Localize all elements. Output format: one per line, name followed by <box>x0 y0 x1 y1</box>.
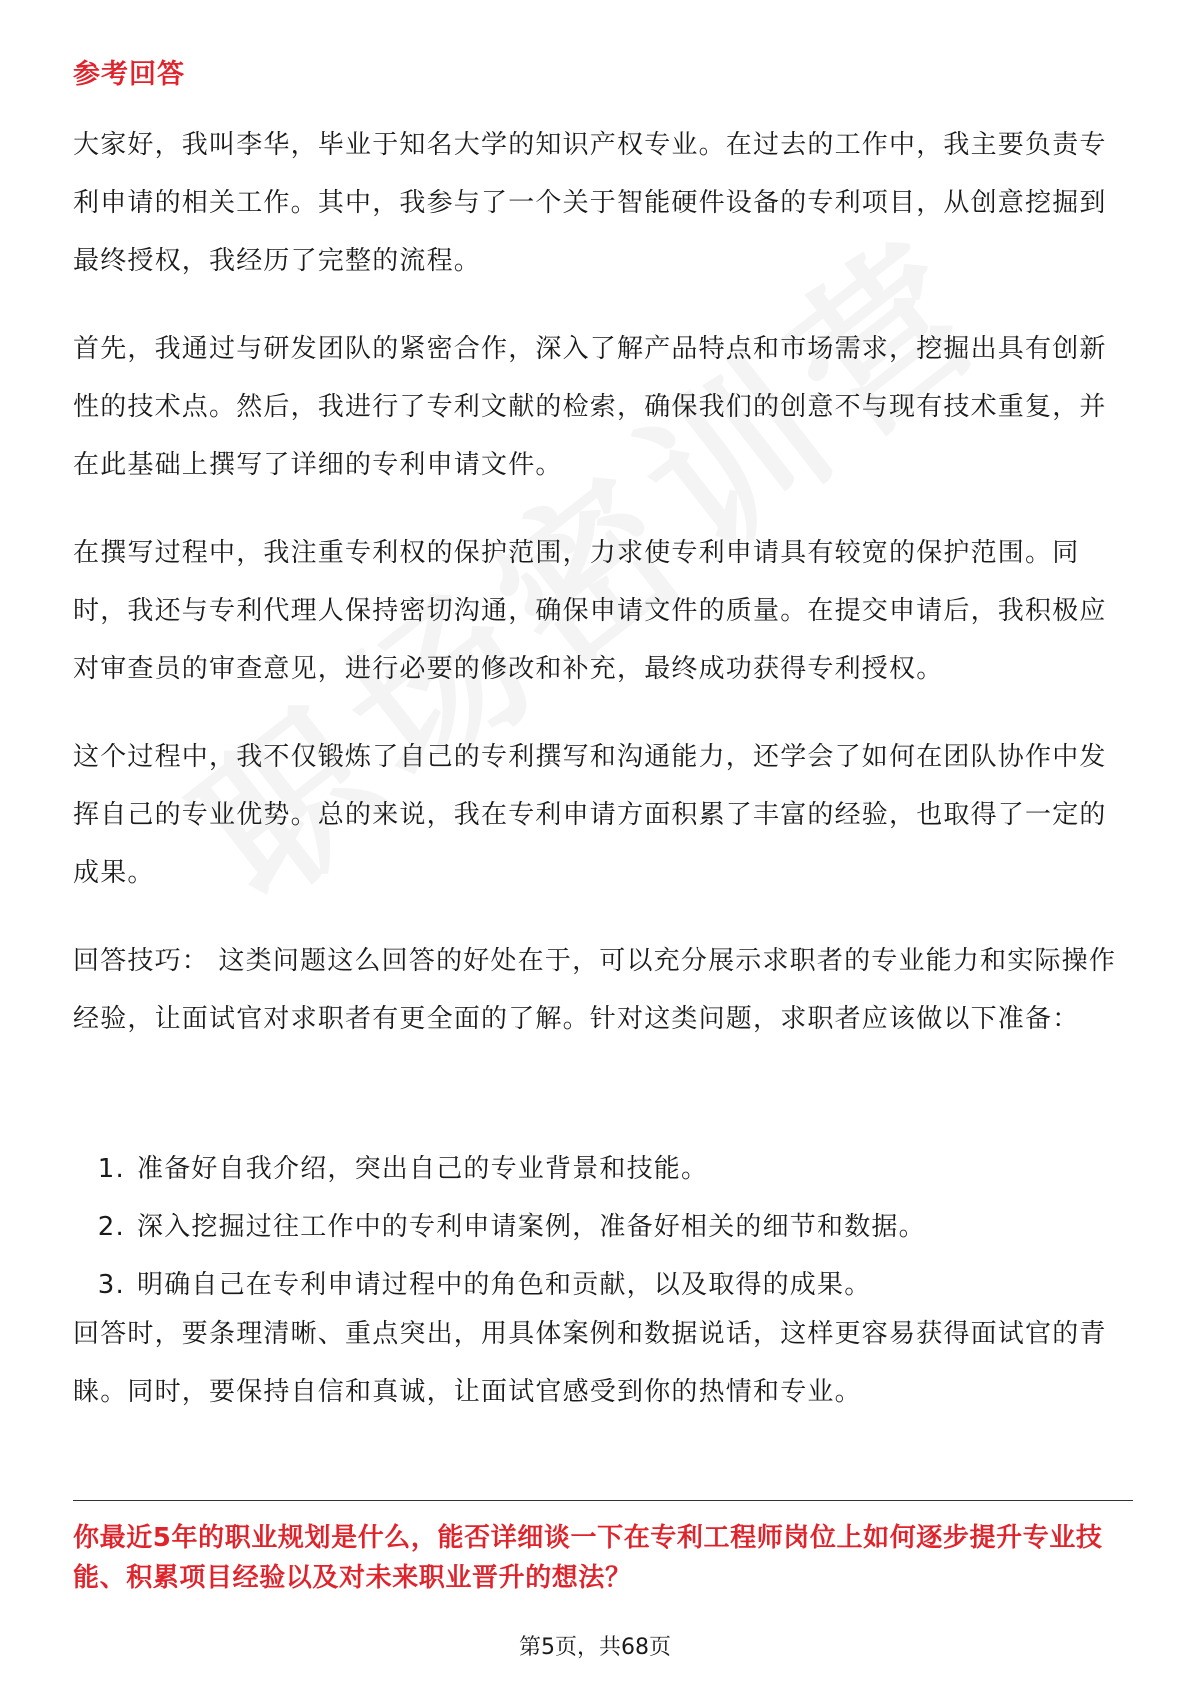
tips-closing: 回答时，要条理清晰、重点突出，用具体案例和数据说话，这样更容易获得面试官的青睐。同时，要保持自信和真诚，让面试官感受到你的热情和专业。 <box>73 1319 1107 1407</box>
list-item <box>73 1140 1133 1198</box>
list-item-number: 3. <box>97 1270 125 1300</box>
tips-intro: 回答技巧： 这类问题这么回答的好处在于，可以充分展示求职者的专业能力和实际操作经验，让面试官对求职者有更全面的了解。针对这类问题，求职者应该做以下准备： <box>73 946 1117 1034</box>
list-item-number: 1. <box>97 1154 125 1184</box>
next-question-heading: 你最近5年的职业规划是什么，能否详细谈一下在专利工程师岗位上如何逐步提升专业技能、积累项目经验以及对未来职业晋升的想法？ <box>73 1523 1103 1593</box>
list-item-number: 2. <box>97 1212 125 1242</box>
answer-paragraph-3: 在撰写过程中，我注重专利权的保护范围，力求使专利申请具有较宽的保护范围。同时，我还与专利代理人保持密切沟通，确保申请文件的质量。在提交申请后，我积极应对审查员的审查意见，进行必要的修改和补充，最终成功获得专利授权。 <box>73 538 1107 684</box>
answer-paragraph-2: 首先，我通过与研发团队的紧密合作，深入了解产品特点和市场需求，挖掘出具有创新性的技术点。然后，我进行了专利文献的检索，确保我们的创意不与现有技术重复，并在此基础上撰写了详细的专利申请文件。 <box>73 334 1107 480</box>
answer-paragraph-1: 大家好，我叫李华，毕业于知名大学的知识产权专业。在过去的工作中，我主要负责专利申请的相关工作。其中，我参与了一个关于智能硬件设备的专利项目，从创意挖掘到最终授权，我经历了完整的流程。 <box>73 130 1107 276</box>
section-divider <box>73 1500 1133 1501</box>
tips-list <box>73 1140 1133 1314</box>
list-item-text: 明确自己在专利申请过程中的角色和贡献，以及取得的成果。 <box>137 1270 872 1300</box>
list-item <box>73 1198 1133 1256</box>
page-number: 第5页，共68页 <box>519 1635 671 1660</box>
list-item-text: 深入挖掘过往工作中的专利申请案例，准备好相关的细节和数据。 <box>137 1212 926 1242</box>
answer-heading: 参考回答 <box>73 59 185 90</box>
answer-paragraph-4: 这个过程中，我不仅锻炼了自己的专利撰写和沟通能力，还学会了如何在团队协作中发挥自己的专业优势。总的来说，我在专利申请方面积累了丰富的经验，也取得了一定的成果。 <box>73 742 1107 888</box>
list-item-text: 准备好自我介绍，突出自己的专业背景和技能。 <box>137 1154 709 1184</box>
